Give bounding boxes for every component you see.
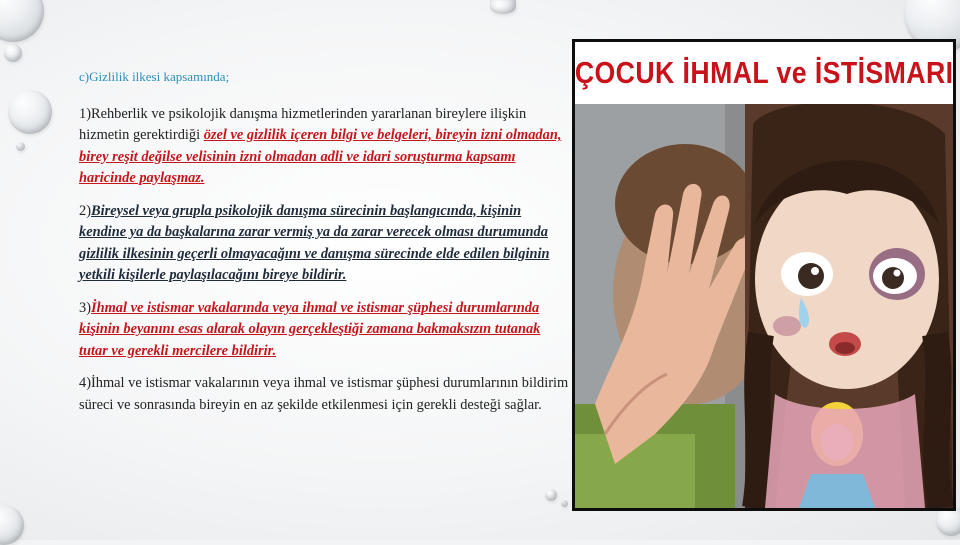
- paragraph-1-text: 1)Rehberlik ve psikolojik danışma hizmetlerinden yararlanan bireylere ilişkin hizmetin gerektirdiği: [79, 105, 527, 143]
- paragraph-3: [79, 298, 571, 363]
- section-subheading: c)Gizlilik ilkesi kapsamında;: [79, 69, 230, 84]
- water-drop-decoration: [561, 500, 568, 507]
- child-abuse-illustration: [575, 42, 953, 508]
- image-banner-title: ÇOCUK İHMAL ve İSTİSMARI: [575, 55, 953, 90]
- water-drop-decoration: [545, 489, 557, 501]
- water-drop-decoration: [4, 44, 22, 62]
- water-drop-decoration: [490, 0, 516, 14]
- paragraph-1: [79, 104, 571, 190]
- paragraph-2-number: 2): [79, 202, 91, 219]
- paragraph-1-emphasis: özel ve gizlilik içeren bilgi ve belgeleri, bireyin izni olmadan, birey reşit değilse velisinin izni olmadan adli ve idari soruşturma kapsamı haricinde paylaşmaz.: [79, 127, 562, 186]
- image-banner: [575, 42, 953, 104]
- water-drop-decoration: [16, 142, 25, 151]
- paragraph-2: [79, 201, 571, 287]
- paragraph-3-emphasis: İhmal ve istismar vakalarında veya ihmal ve istismar şüphesi durumlarında kişinin beyanını esas alarak olayın gerçekleştiği zamana bakmaksızın tutanak tutar ve gerekli mercilere bildirir.: [79, 299, 541, 359]
- paragraph-3-number: 3): [79, 299, 91, 316]
- slide-body: [79, 66, 571, 427]
- water-drop-decoration: [8, 90, 52, 134]
- illustration-artwork: [575, 104, 953, 508]
- paragraph-2-emphasis: Bireysel veya grupla psikolojik danışma sürecinin başlangıcında, kişinin kendine ya da başkalarına zarar vermiş ya da zarar verecek olması durumunda gizlilik ilkesinin geçerli olmayacağını ve danışma sürecinde elde edilen bilginin yetkili kişilerle paylaşılacağını bireye bildirir.: [79, 202, 550, 283]
- paragraph-4: 4)İhmal ve istismar vakalarının veya ihmal ve istismar şüphesi durumlarının bildirim süreci ve sonrasında bireyin en az şekilde etkilenmesi için gerekli desteği sağlar.: [79, 375, 569, 413]
